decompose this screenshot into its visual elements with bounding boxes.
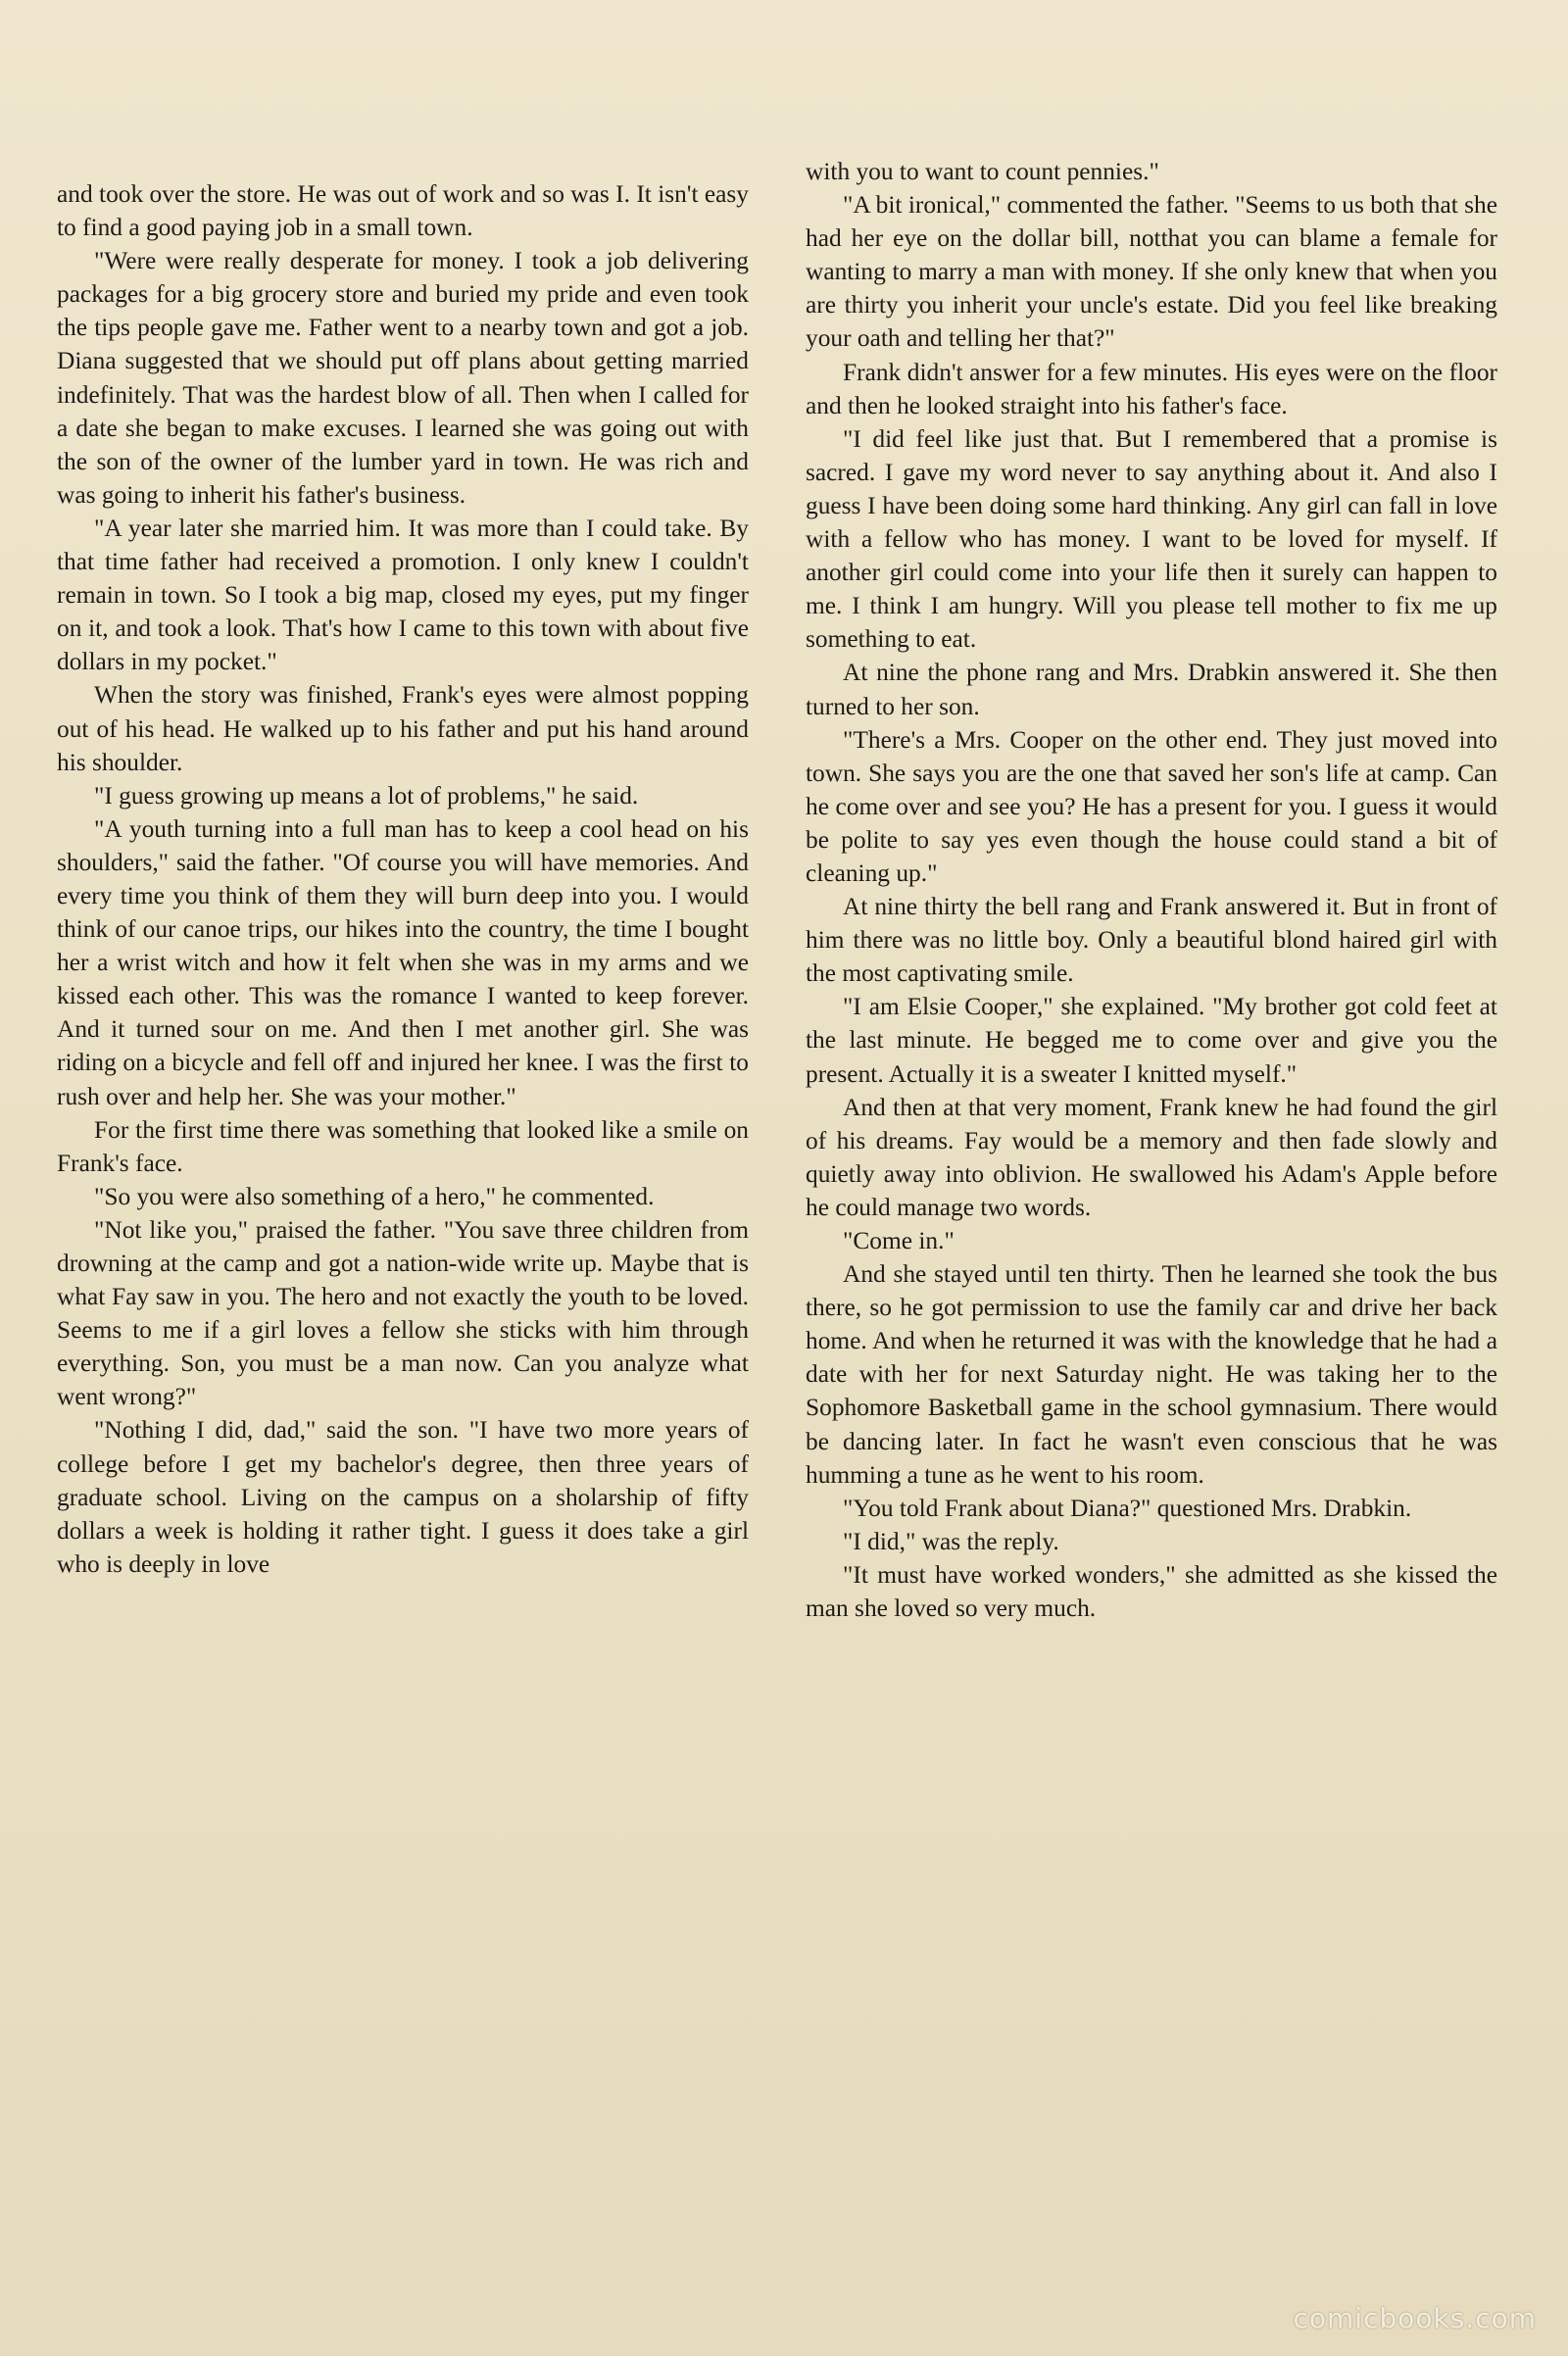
paragraph: "Were were really desperate for money. I took a job delivering packages for a big grocery store and buried my pride and even took the tips people gave me. Father went to a nearby town and got a job. Diana suggested that we should put off plans about getting married indefinitely. That was the hardest blow of all. Then when I called for a date she began to make excuses. I learned she was going out with the son of the owner of the lumber yard in town. He was rich and was going to inherit his father's business. [57, 247, 749, 509]
paragraph: "I did feel like just that. But I remembered that a promise is sacred. I gave my word never to say anything about it. And also I guess I have been doing some hard thinking. Any girl can fall in love with a fellow who has money. I want to be loved for myself. If another girl could come into your life then it surely can happen to me. I think I am hungry. Will you please tell mother to fix me up something to eat. [806, 424, 1497, 654]
paragraph: "I guess growing up means a lot of problems," he said. [94, 781, 639, 810]
paragraph: For the first time there was something that looked like a smile on Frank's face. [57, 1115, 749, 1177]
paragraph: At nine the phone rang and Mrs. Drabkin answered it. She then turned to her son. [806, 659, 1497, 720]
paragraph: "So you were also something of a hero," he commented. [94, 1182, 655, 1210]
paragraph: "Nothing I did, dad," said the son. "I have two more years of college before I get my bachelor's degree, then three years of graduate school. Living on the campus on a sholarship of fifty dollars a week is holding it rather tight. I guess it does take a girl who is deeply in love [57, 1416, 749, 1578]
paragraph: "A bit ironical," commented the father. "Seems to us both that she had her eye on the dollar bill, notthat you can blame a female for wanting to marry a man with money. If she only knew that when you are thirty you inherit your uncle's estate. Did you feel like breaking your oath and telling her that?" [806, 191, 1497, 353]
paragraph: with you to want to count pennies." [806, 158, 1159, 185]
paragraph: When the story was finished, Frank's eyes were almost popping out of his head. He walked up to his father and put his hand around his shoulder. [57, 681, 749, 776]
paragraph: "I did," was the reply. [843, 1527, 1059, 1555]
paragraph: "A youth turning into a full man has to keep a cool head on his shoulders," said the father. "Of course you will have memories. And every time you think of them they will burn deep into you. I would think of our canoe trips, our hikes into the country, the time I bought her a wrist witch and how it felt when she was in my arms and we kissed each other. This was the romance I wanted to keep forever. And it turned sour on me. And then I met another girl. She was riding on a bicycle and fell off and injured her knee. I was the first to rush over and help her. She was your mother." [57, 814, 749, 1110]
left-text-column [57, 177, 749, 1581]
paragraph: "There's a Mrs. Cooper on the other end. They just moved into town. She says you are the one that saved her son's life at camp. Can he come over and see you? He has a present for you. I guess it would be polite to say yes even though the house could stand a bit of cleaning up." [806, 725, 1497, 887]
paragraph: and took over the store. He was out of work and so was I. It isn't easy to find a good paying job in a small town. [57, 180, 749, 242]
paragraph: "I am Elsie Cooper," she explained. "My brother got cold feet at the last minute. He begged me to come over and give you the present. Actually it is a sweater I knitted myself." [806, 993, 1497, 1088]
right-text-column [806, 155, 1497, 1625]
paragraph: "You told Frank about Diana?" questioned Mrs. Drabkin. [843, 1494, 1412, 1522]
paragraph: And then at that very moment, Frank knew he had found the girl of his dreams. Fay would be a memory and then fade slowly and quietly away into oblivion. He swallowed his Adam's Apple before he could manage two words. [806, 1093, 1497, 1221]
paragraph: "It must have worked wonders," she admitted as she kissed the man she loved so very much. [806, 1560, 1497, 1623]
paragraph: And she stayed until ten thirty. Then he learned she took the bus there, so he got permission to use the family car and drive her back home. And when he returned it was with the knowledge that he had a date with her for next Saturday night. He was taking her to the Sophomore Basketball game in the school gymnasium. There would be dancing later. In fact he wasn't even conscious that he was humming a tune as he went to his room. [806, 1260, 1497, 1489]
site-watermark: comicbooks.com [1293, 2302, 1537, 2334]
paragraph: At nine thirty the bell rang and Frank answered it. But in front of him there was no little boy. Only a beautiful blond haired girl with the most captivating smile. [806, 893, 1497, 988]
paragraph: "Not like you," praised the father. "You save three children from drowning at the camp and got a nation-wide write up. Maybe that is what Fay saw in you. The hero and not exactly the youth to be loved. Seems to me if a girl loves a fellow she sticks with him through everything. Son, you must be a man now. Can you analyze what went wrong?" [57, 1215, 749, 1411]
paragraph: "Come in." [843, 1227, 955, 1254]
paragraph: Frank didn't answer for a few minutes. His eyes were on the floor and then he looked straight into his father's face. [806, 358, 1497, 419]
paragraph: "A year later she married him. It was more than I could take. By that time father had received a promotion. I only knew I couldn't remain in town. So I took a big map, closed my eyes, put my finger on it, and took a look. That's how I came to this town with about five dollars in my pocket." [57, 514, 749, 676]
